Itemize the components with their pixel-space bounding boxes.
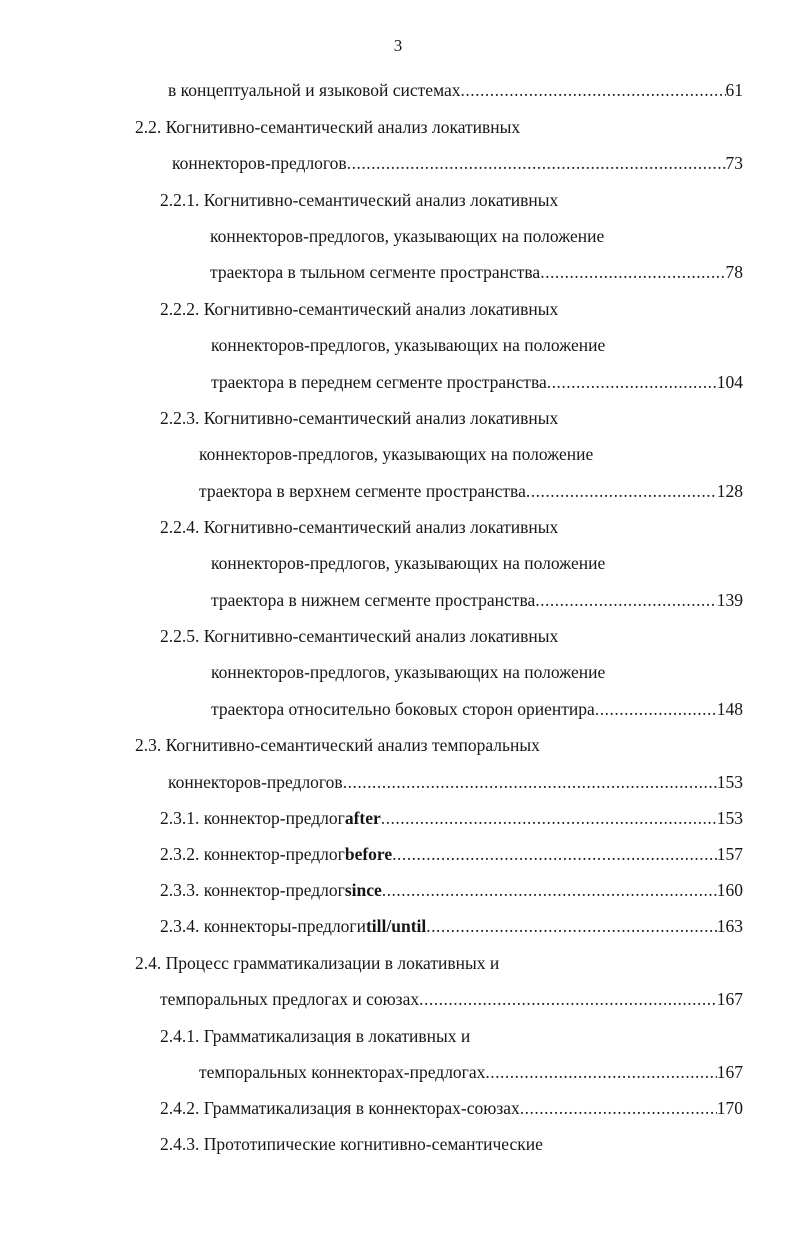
dot-leader: [426, 914, 716, 938]
toc-entry: [160, 878, 743, 902]
dot-leader: [595, 697, 717, 721]
toc-entry-text: 2.3.4. коннекторы-предлоги: [160, 916, 366, 936]
toc-entry: [160, 842, 743, 866]
toc-page-number: 78: [725, 262, 743, 282]
toc-page-number: 139: [716, 590, 743, 610]
toc-entry: [211, 697, 743, 721]
toc-page-number: 61: [725, 80, 743, 100]
toc-entry: [160, 515, 558, 539]
toc-entry-text: коннекторов-предлогов, указывающих на положение: [199, 444, 594, 464]
toc-entry-text: темпоральных предлогах и союзах: [160, 989, 420, 1009]
toc-entry-text: траектора в тыльном сегменте пространства: [210, 262, 541, 282]
toc-entry-text: 2.2.1. Когнитивно-семантический анализ локативных: [160, 190, 559, 210]
toc-entry-text: коннекторов-предлогов, указывающих на положение: [211, 553, 606, 573]
toc-entry-text: 2.4.1. Грамматикализация в локативных и: [160, 1026, 471, 1046]
toc-entry-text: траектора относительно боковых сторон ориентира: [211, 699, 595, 719]
toc-page-number: 104: [716, 372, 743, 392]
toc-entry-text: 2.4.2. Грамматикализация в коннекторах-союзах: [160, 1098, 520, 1118]
toc-page-number: 163: [716, 916, 743, 936]
toc-page-number: 73: [725, 153, 743, 173]
toc-page-number: 167: [716, 1062, 743, 1082]
toc-entry: [210, 224, 604, 248]
toc-entry: [168, 78, 743, 102]
toc-entry: [160, 914, 743, 938]
toc-entry: [135, 733, 540, 757]
toc-entry-text: 2.3.3. коннектор-предлог: [160, 880, 345, 900]
toc-entry-text: 2.2.2. Когнитивно-семантический анализ локативных: [160, 299, 559, 319]
toc-entry-text: 2.4. Процесс грамматикализации в локативных и: [135, 953, 500, 973]
toc-page-number: 167: [716, 989, 743, 1009]
toc-entry: [160, 987, 743, 1011]
toc-entry: [160, 806, 743, 830]
dot-leader: [547, 370, 717, 394]
toc-page-number: 148: [716, 699, 743, 719]
toc-entry: [211, 551, 605, 575]
toc-entry-text: коннекторов-предлогов, указывающих на положение: [210, 226, 605, 246]
dot-leader: [347, 151, 726, 175]
toc-entry: [211, 588, 743, 612]
toc-entry: [160, 624, 558, 648]
dot-leader: [535, 588, 717, 612]
toc-entry: [135, 115, 520, 139]
toc-entry-text: в концептуальной и языковой системах: [168, 80, 461, 100]
toc-entry-text: 2.3. Когнитивно-семантический анализ темпоральных: [135, 735, 540, 755]
toc-entry-bold-term: since: [344, 880, 382, 900]
toc-entry: [211, 370, 743, 394]
toc-entry-text: траектора в нижнем сегменте пространства: [211, 590, 536, 610]
toc-entry-text: 2.2.4. Когнитивно-семантический анализ локативных: [160, 517, 559, 537]
toc-entry: [160, 406, 558, 430]
toc-entry-bold-term: before: [344, 844, 393, 864]
toc-entry-text: 2.2.5. Когнитивно-семантический анализ локативных: [160, 626, 559, 646]
toc-entry-text: коннекторов-предлогов, указывающих на положение: [211, 662, 606, 682]
toc-entry: [160, 1132, 543, 1156]
dot-leader: [461, 78, 726, 102]
toc-entry-text: коннекторов-предлогов: [172, 153, 347, 173]
toc-entry-bold-term: after: [344, 808, 381, 828]
toc-entry: [160, 188, 558, 212]
toc-entry-text: 2.2. Когнитивно-семантический анализ локативных: [135, 117, 521, 137]
toc-entry: [199, 1060, 743, 1084]
toc-entry: [160, 1096, 743, 1120]
toc-page-number: 153: [716, 808, 743, 828]
toc-page-number: 170: [716, 1098, 743, 1118]
toc-entry-text: 2.3.2. коннектор-предлог: [160, 844, 345, 864]
dot-leader: [485, 1060, 716, 1084]
dot-leader: [343, 770, 717, 794]
toc-entry: [168, 770, 743, 794]
toc-entry: [199, 442, 593, 466]
toc-entry: [160, 297, 558, 321]
toc-entry: [172, 151, 743, 175]
dot-leader: [381, 806, 717, 830]
page-number: 3: [393, 36, 403, 55]
toc-entry-text: темпоральных коннекторах-предлогах: [199, 1062, 486, 1082]
dot-leader: [392, 842, 717, 866]
toc-page-number: 157: [716, 844, 743, 864]
toc-entry-text: коннекторов-предлогов: [168, 772, 343, 792]
dot-leader: [382, 878, 717, 902]
toc-entry: [135, 951, 499, 975]
toc-page-number: 153: [716, 772, 743, 792]
toc-entry-text: траектора в верхнем сегменте пространства: [199, 481, 526, 501]
toc-entry-text: 2.4.3. Прототипические когнитивно-семантические: [160, 1134, 543, 1154]
toc-entry: [160, 1024, 470, 1048]
toc-entry: [211, 660, 605, 684]
toc-entry: [211, 333, 605, 357]
dot-leader: [419, 987, 717, 1011]
dot-leader: [526, 479, 717, 503]
toc-page-number: 128: [716, 481, 743, 501]
toc-entry: [199, 479, 743, 503]
toc-entry-text: траектора в переднем сегменте пространства: [211, 372, 547, 392]
toc-entry-text: 2.2.3. Когнитивно-семантический анализ локативных: [160, 408, 559, 428]
dot-leader: [520, 1096, 717, 1120]
toc-entry-text: 2.3.1. коннектор-предлог: [160, 808, 345, 828]
toc-entry-text: коннекторов-предлогов, указывающих на положение: [211, 335, 606, 355]
toc-page-number: 160: [716, 880, 743, 900]
dot-leader: [540, 260, 725, 284]
toc-entry: [210, 260, 743, 284]
toc-entry-bold-term: till/until: [365, 916, 427, 936]
